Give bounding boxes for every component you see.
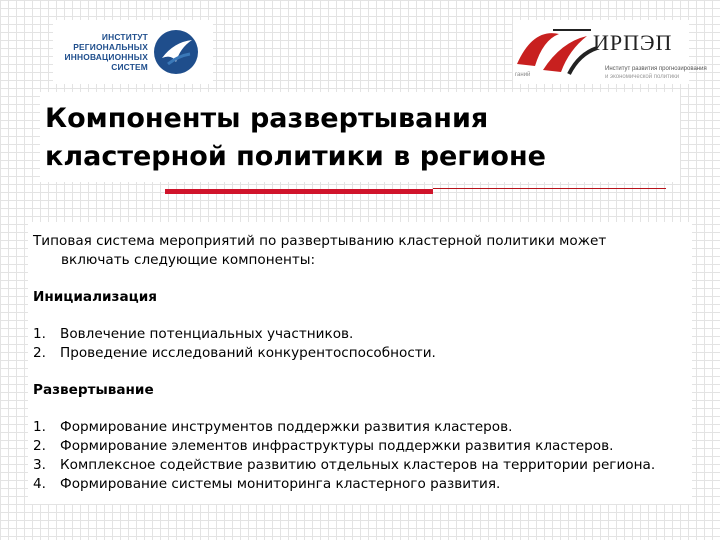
list-item <box>33 437 683 456</box>
list-number: 2. <box>33 345 46 361</box>
slide-body <box>33 232 683 494</box>
list-item-text: Формирование инструментов поддержки развития кластеров. <box>60 419 513 435</box>
list-number: 4. <box>33 476 46 492</box>
list-item <box>33 475 683 494</box>
slide-title <box>45 100 546 176</box>
irpep-subtitle: и экономической политики <box>605 74 680 80</box>
intro-line: включать следующие компоненты: <box>61 252 316 268</box>
irpep-logo <box>513 20 707 84</box>
section-heading: Инициализация <box>33 289 157 305</box>
slide-title-line: кластерной политики в регионе <box>45 141 546 172</box>
iris-logo-line: РЕГИОНАЛЬНЫХ <box>73 42 148 52</box>
list-number: 1. <box>33 326 46 342</box>
list-number: 2. <box>33 438 46 454</box>
intro-paragraph <box>33 232 683 270</box>
title-underline-thin <box>433 188 666 189</box>
list-item <box>33 418 683 437</box>
irpep-abbreviation: ИРПЭП <box>593 30 673 55</box>
list-item-text: Комплексное содействие развитию отдельных кластеров на территории региона. <box>60 457 656 473</box>
list-item <box>33 344 683 363</box>
list-item-text: Формирование элементов инфраструктуры поддержки развития кластеров. <box>60 438 614 454</box>
list-item <box>33 325 683 344</box>
list-number: 3. <box>33 457 46 473</box>
iris-logo-line: ИННОВАЦИОННЫХ <box>64 52 148 62</box>
intro-line: Типовая система мероприятий по развертыванию кластерной политики может <box>33 233 607 249</box>
iris-logo-line: ИНСТИТУТ <box>101 32 148 42</box>
list-item-text: Формирование системы мониторинга кластерного развития. <box>60 476 501 492</box>
list-item-text: Проведение исследований конкурентоспособности. <box>60 345 436 361</box>
bird-in-circle-icon <box>152 28 200 76</box>
title-underline-thick <box>165 189 433 194</box>
list-item-text: Вовлечение потенциальных участников. <box>60 326 354 342</box>
irpep-side-text: ганий <box>515 72 531 78</box>
section-heading: Развертывание <box>33 382 154 398</box>
iris-logo-line: СИСТЕМ <box>111 62 148 72</box>
list-item <box>33 456 683 475</box>
list-number: 1. <box>33 419 46 435</box>
irpep-subtitle: Институт развития прогнозирования <box>605 66 707 72</box>
iris-logo-text <box>53 32 148 72</box>
iris-logo <box>53 20 213 84</box>
numbered-list <box>33 325 683 363</box>
numbered-list <box>33 418 683 494</box>
slide-title-line: Компоненты развертывания <box>45 103 489 134</box>
